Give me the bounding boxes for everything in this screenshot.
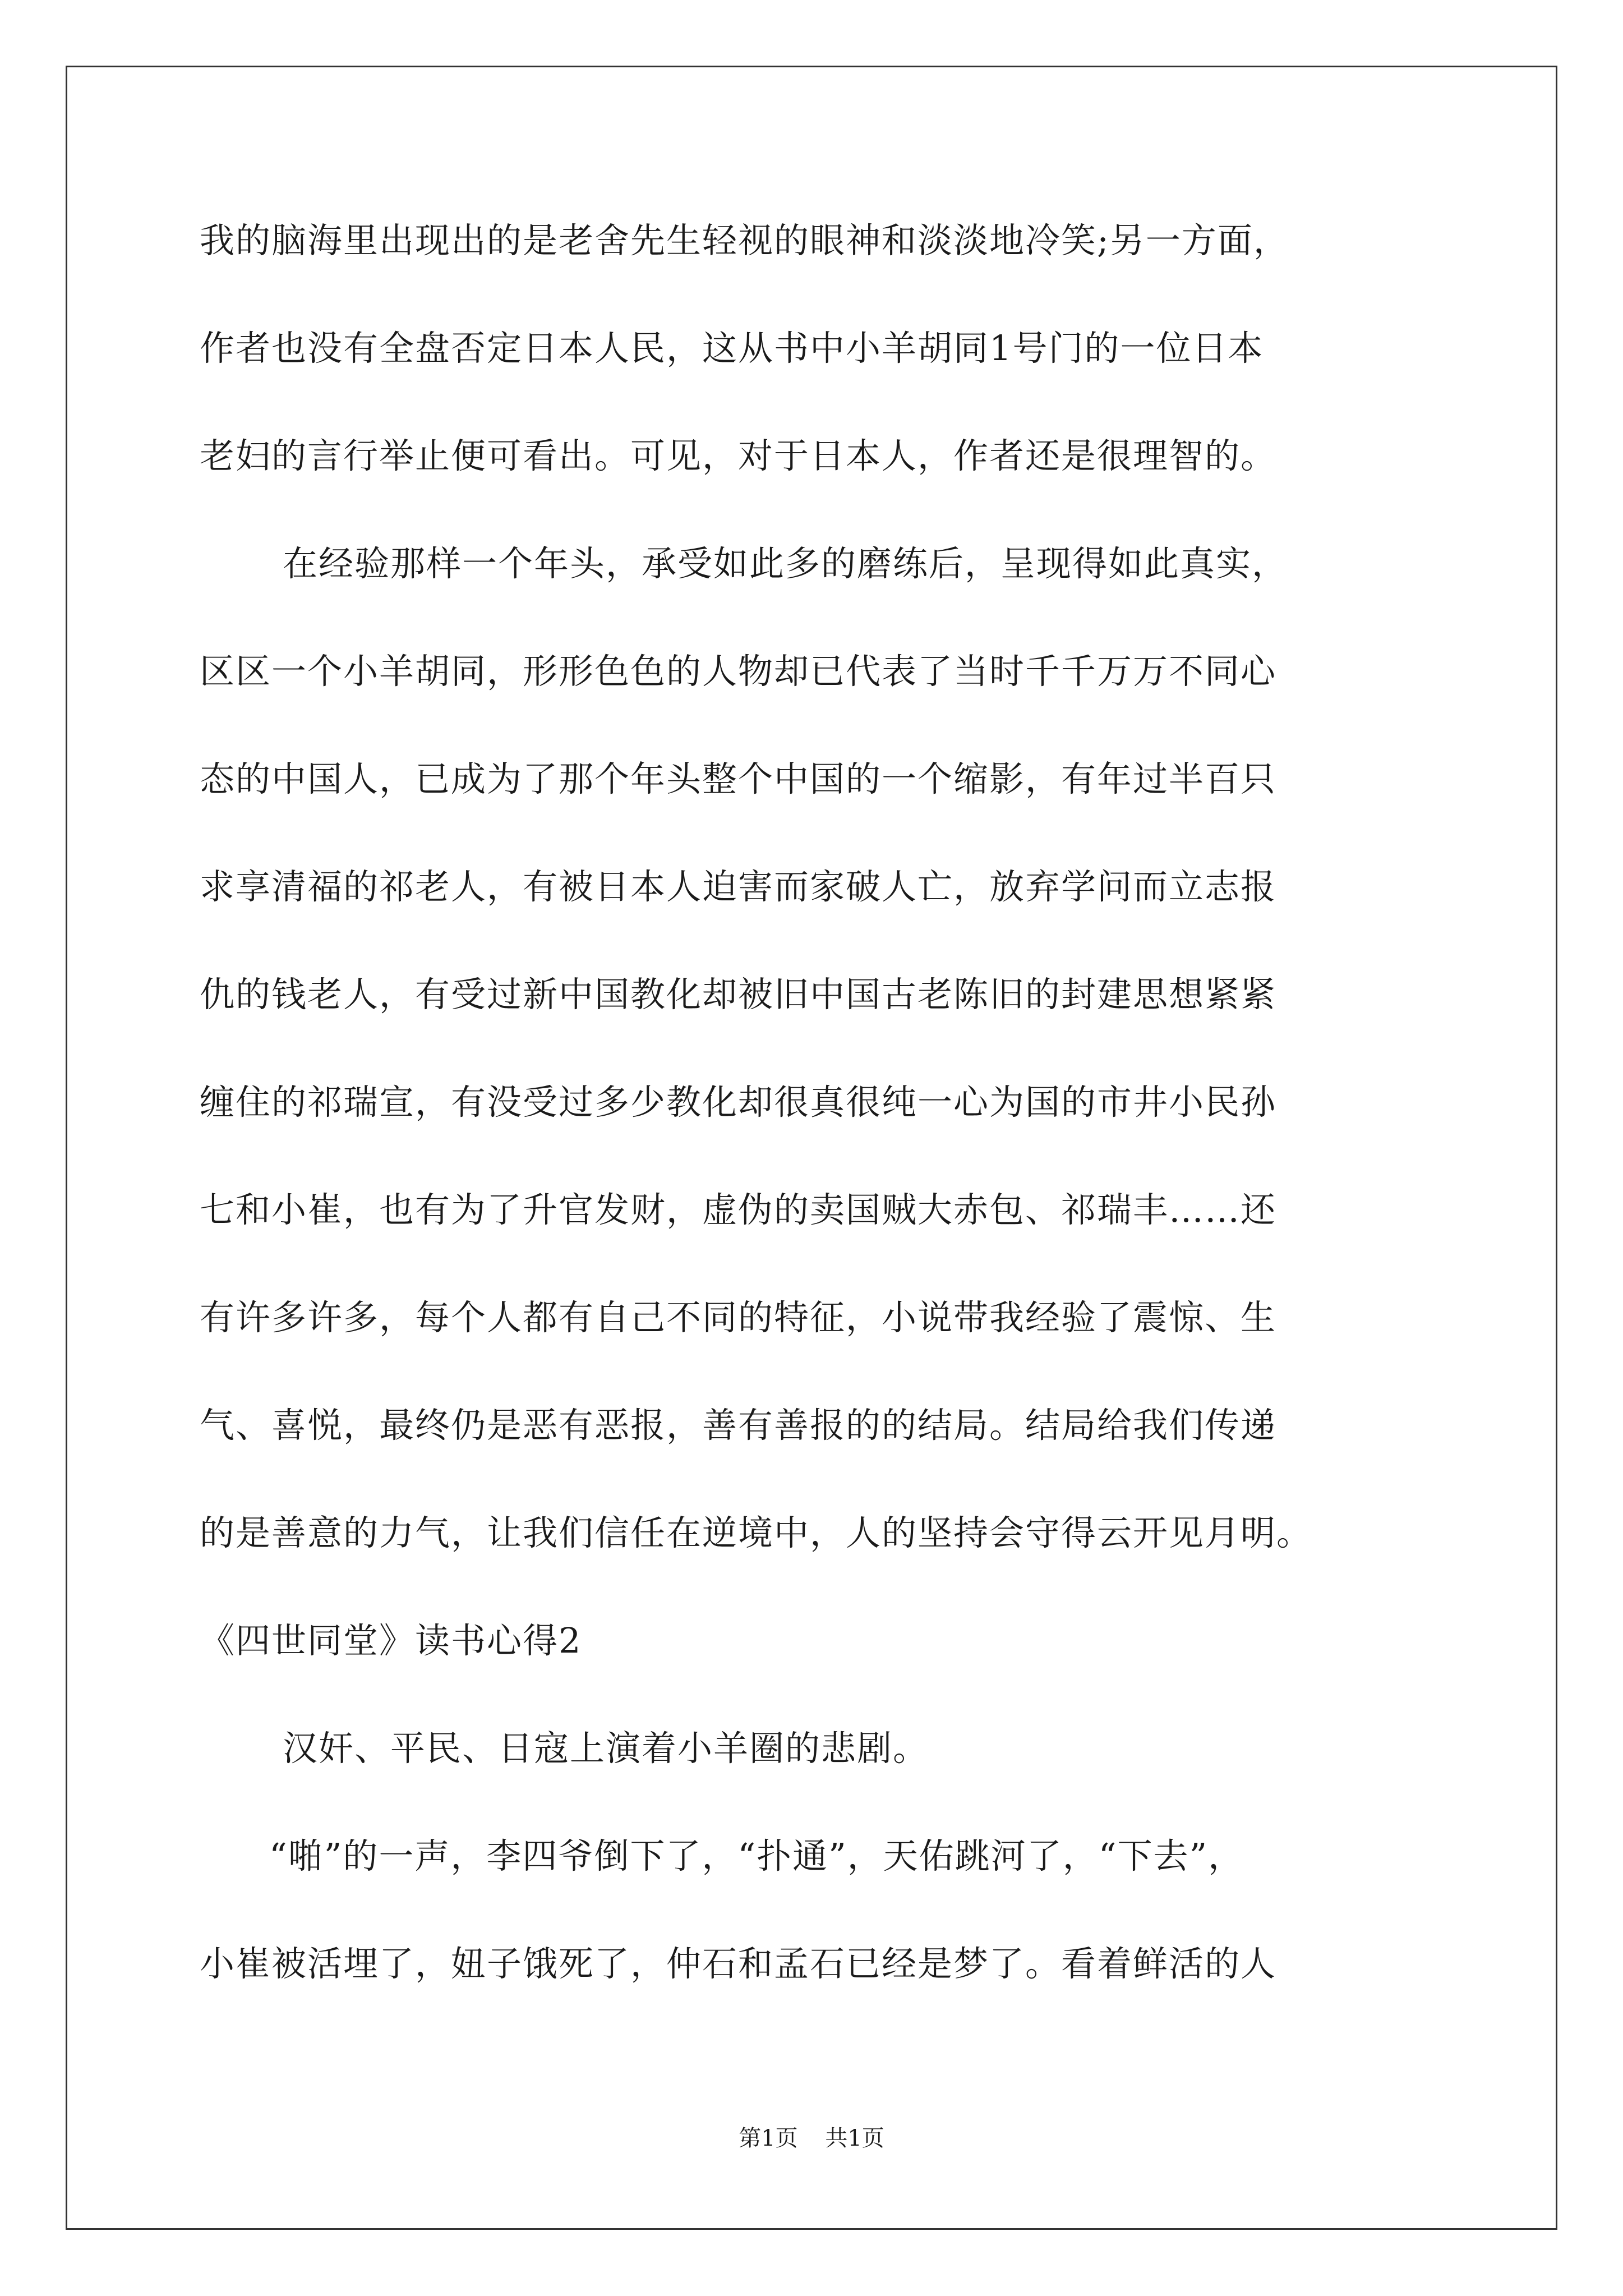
text-line: 有许多许多，每个人都有自己不同的特征，小说带我经验了震惊、生 [200,1297,1277,1338]
text-line: 作者也没有全盘否定日本人民，这从书中小羊胡同1号门的一位日本 [200,328,1264,369]
paragraph-first-line: “啪”的一声，李四爷倒下了，“扑通”，天佑跳河了，“下去”， [269,1835,1244,1876]
page-border [66,66,1557,2230]
page-total: 共1页 [825,2125,884,2151]
text-line: 的是善意的力气，让我们信任在逆境中，人的坚持会守得云开见月明。 [200,1512,1313,1553]
paragraph-first-line: 在经验那样一个年头，承受如此多的磨练后，呈现得如此真实， [283,543,1288,584]
text-line: 小崔被活埋了，妞子饿死了，仲石和孟石已经是梦了。看着鲜活的人 [200,1943,1277,1984]
section-heading: 《四世同堂》读书心得2 [200,1620,582,1661]
text-line: 缠住的祁瑞宣，有没受过多少教化却很真很纯一心为国的市井小民孙 [200,1082,1277,1122]
page-footer [0,2127,1623,2150]
text-line: 气、喜悦，最终仍是恶有恶报，善有善报的的结局。结局给我们传递 [200,1405,1277,1446]
text-line: 七和小崔，也有为了升官发财，虚伪的卖国贼大赤包、祁瑞丰……还 [200,1189,1277,1230]
text-line: 区区一个小羊胡同，形形色色的人物却已代表了当时千千万万不同心 [200,651,1277,692]
text-line: 老妇的言行举止便可看出。可见，对于日本人，作者还是很理智的。 [200,435,1277,476]
text-line: 我的脑海里出现出的是老舍先生轻视的眼神和淡淡地冷笑;另一方面， [200,220,1289,261]
text-line: 仇的钱老人，有受过新中国教化却被旧中国古老陈旧的封建思想紧紧 [200,974,1277,1015]
text-line: 态的中国人，已成为了那个年头整个中国的一个缩影，有年过半百只 [200,758,1277,799]
text-line: 求享清福的祁老人，有被日本人迫害而家破人亡，放弃学问而立志报 [200,866,1277,907]
paragraph-first-line: 汉奸、平民、日寇上演着小羊圈的悲剧。 [283,1728,929,1769]
page-number: 第1页 [739,2125,798,2151]
